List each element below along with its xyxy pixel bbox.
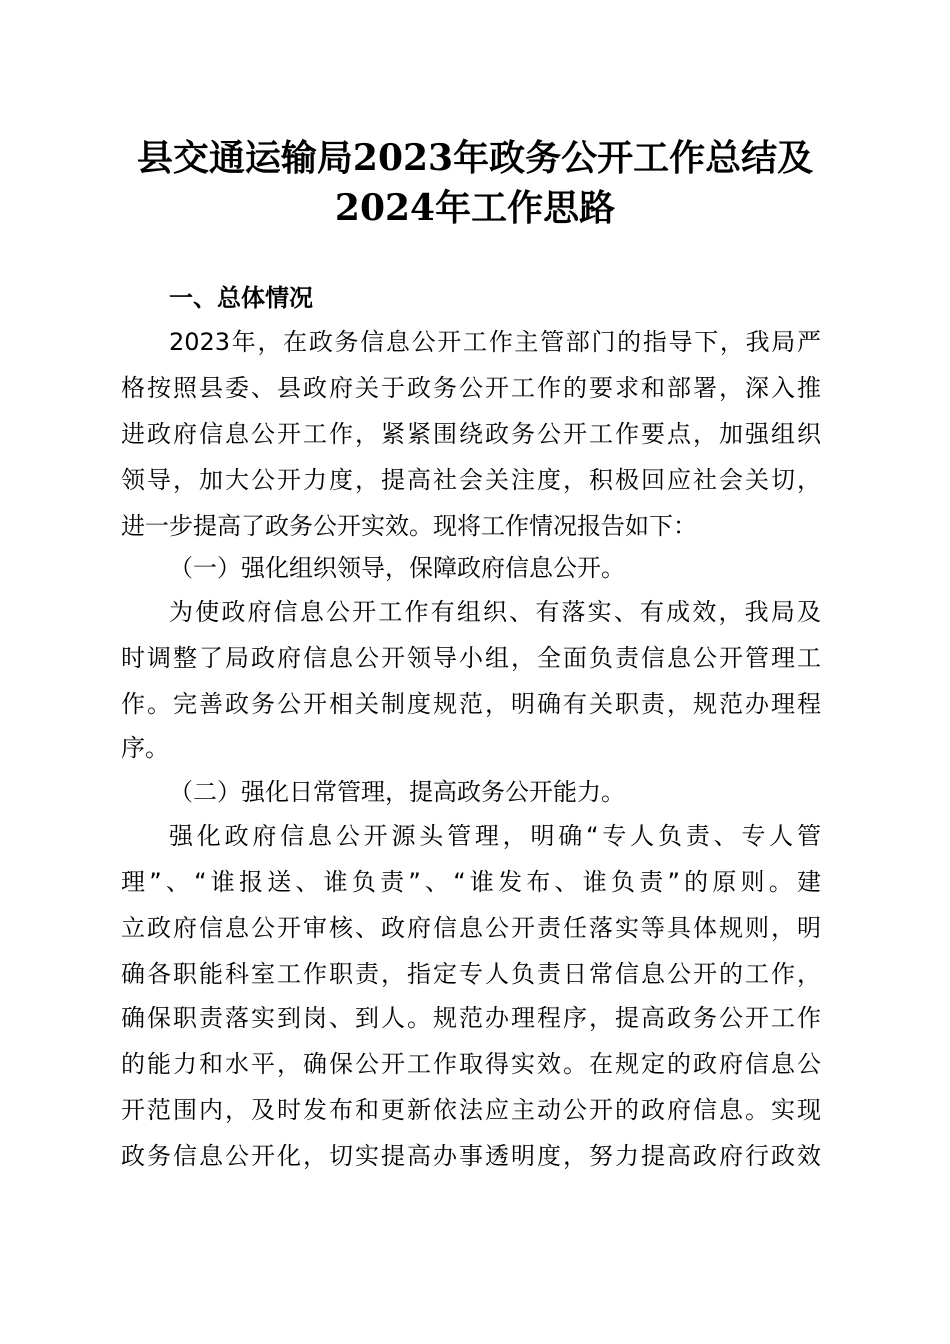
paragraph-line: 的能力和水平，确保公开工作取得实效。在规定的政府信息公 bbox=[121, 1050, 821, 1078]
paragraph-line: 序。 bbox=[121, 734, 169, 762]
paragraph-line: 进一步提高了政务公开实效。现将工作情况报告如下： bbox=[121, 512, 697, 540]
subsection-heading: （一）强化组织领导，保障政府信息公开。 bbox=[169, 554, 625, 582]
paragraph-line: 强化政府信息公开源头管理，明确“专人负责、专人管 bbox=[169, 822, 821, 850]
paragraph-line: 开范围内，及时发布和更新依法应主动公开的政府信息。实现 bbox=[121, 1096, 821, 1124]
paragraph-line: 时调整了局政府信息公开领导小组，全面负责信息公开管理工 bbox=[121, 644, 821, 672]
section-heading: 一、总体情况 bbox=[169, 284, 313, 312]
paragraph-line: 格按照县委、县政府关于政务公开工作的要求和部署，深入推 bbox=[121, 374, 821, 402]
paragraph-line: 2023年，在政务信息公开工作主管部门的指导下，我局严 bbox=[169, 328, 821, 356]
subsection-heading: （二）强化日常管理，提高政务公开能力。 bbox=[169, 778, 625, 806]
paragraph-line: 确保职责落实到岗、到人。规范办理程序，提高政务公开工作 bbox=[121, 1004, 821, 1032]
paragraph-line: 确各职能科室工作职责，指定专人负责日常信息公开的工作， bbox=[121, 960, 821, 988]
document-title-line-2: 2024年工作思路 bbox=[334, 187, 616, 229]
paragraph-line: 作。完善政务公开相关制度规范，明确有关职责，规范办理程 bbox=[121, 690, 821, 718]
paragraph-line: 进政府信息公开工作，紧紧围绕政务公开工作要点，加强组织 bbox=[121, 420, 821, 448]
paragraph-line: 政务信息公开化，切实提高办事透明度，努力提高政府行政效 bbox=[121, 1142, 821, 1170]
paragraph-line: 领导，加大公开力度，提高社会关注度，积极回应社会关切， bbox=[121, 466, 821, 494]
paragraph-line: 理”、“谁报送、谁负责”、“谁发布、谁负责”的原则。建 bbox=[121, 868, 821, 896]
paragraph-line: 立政府信息公开审核、政府信息公开责任落实等具体规则，明 bbox=[121, 914, 821, 942]
paragraph-line: 为使政府信息公开工作有组织、有落实、有成效，我局及 bbox=[169, 598, 821, 626]
document-title-line-1: 县交通运输局2023年政务公开工作总结及 bbox=[136, 137, 814, 179]
